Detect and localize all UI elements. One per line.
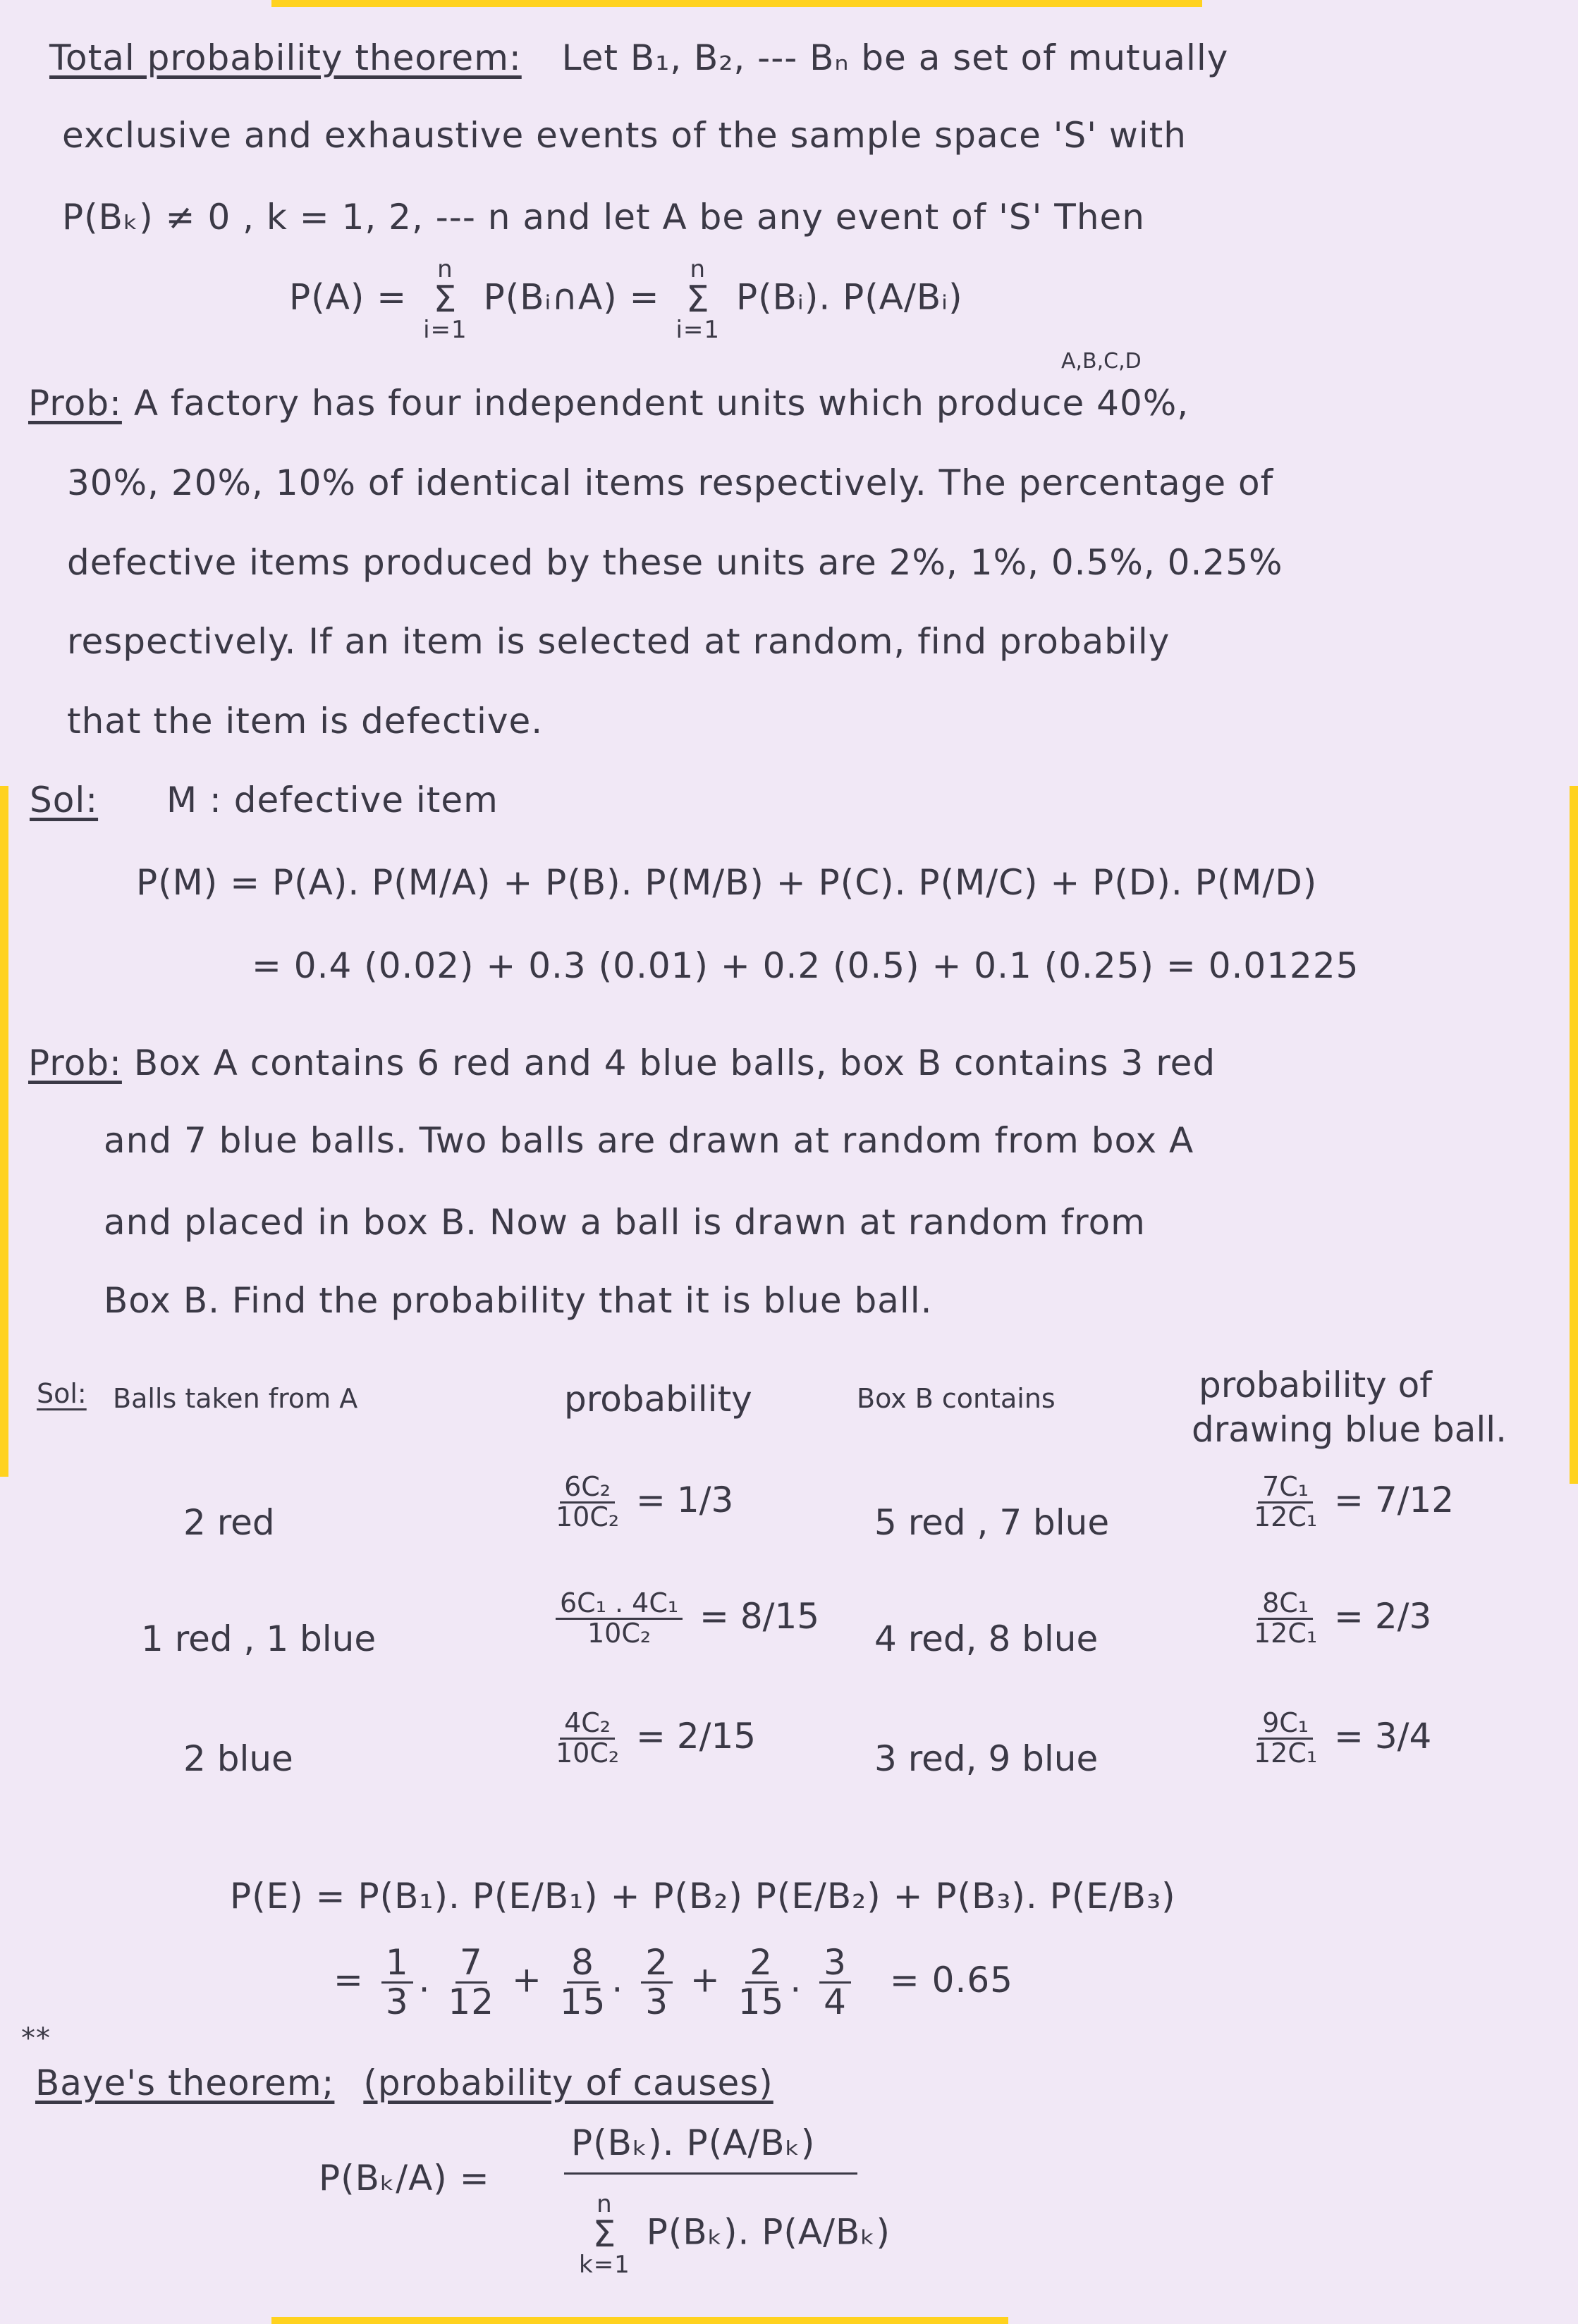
highlight-bar-bottom	[271, 2317, 1008, 2324]
box-b-contents: 3 red, 9 blue	[874, 1738, 1099, 1779]
theorem-title: Total probability theorem:	[49, 37, 522, 78]
prob-label: Prob:	[28, 1043, 122, 1083]
formula-mid: P(Bᵢ∩A) =	[483, 276, 660, 318]
problem-text: defective items produced by these units are 2%, 1%, 0.5%, 0.25%	[67, 542, 1283, 583]
fraction: $\frac{2}{3}$	[641, 1944, 673, 2020]
fraction: $\frac{1}{3}$	[381, 1944, 413, 2020]
table-header: probability	[564, 1379, 752, 1420]
table-header: Box B contains	[857, 1383, 1056, 1414]
problem-text: respectively. If an item is selected at random, find probabily	[67, 621, 1170, 662]
highlight-bar-right	[1570, 786, 1578, 1484]
prob-label: Prob:	[28, 383, 122, 424]
summation: n Σ i=1	[675, 255, 721, 344]
probability-cell: $\frac{\text{4C₂}}{\text{10C₂}}$ = 2/15	[556, 1707, 757, 1769]
sol-label: Sol:	[30, 780, 99, 820]
pe-formula: P(E) = P(B₁). P(E/B₁) + P(B₂) P(E/B₂) + P(B₃). P(E/B₃)	[230, 1876, 1176, 1917]
problem-text: 30%, 20%, 10% of identical items respectively. The percentage of	[67, 462, 1274, 503]
problem-text: and 7 blue balls. Two balls are drawn at random from box A	[104, 1120, 1194, 1161]
blue-probability-cell: $\frac{\text{8C₁}}{\text{12C₁}}$ = 2/3	[1254, 1587, 1432, 1649]
bayes-heading	[35, 2062, 773, 2104]
theorem-formula	[289, 257, 963, 342]
solution-text: M : defective item	[166, 780, 499, 820]
formula-lhs: P(A) =	[289, 276, 408, 318]
bayes-lhs: P(Bₖ/A) =	[319, 2158, 490, 2199]
fraction: $\frac{8}{15}$	[559, 1942, 606, 2022]
blue-probability-cell: $\frac{\text{9C₁}}{\text{12C₁}}$ = 3/4	[1254, 1707, 1432, 1769]
problem-text: A factory has four independent units which produce 40%,	[133, 383, 1189, 424]
table-header: probability of	[1199, 1365, 1432, 1406]
theorem-text: exclusive and exhaustive events of the sample space 'S' with	[62, 115, 1187, 156]
balls-taken: 1 red , 1 blue	[141, 1618, 377, 1659]
units-annotation: A,B,C,D	[1061, 349, 1142, 374]
blue-probability-cell: $\frac{\text{7C₁}}{\text{12C₁}}$ = 7/12	[1254, 1471, 1455, 1532]
table-header: Balls taken from A	[113, 1383, 358, 1414]
problem1-line	[28, 382, 1189, 424]
formula-rhs: P(Bᵢ). P(A/Bᵢ)	[735, 276, 963, 318]
pe-result: = 0.65	[889, 1959, 1013, 2000]
importance-stars: **	[21, 2022, 51, 2055]
sol-label: Sol:	[37, 1378, 87, 1409]
bayes-title: Baye's theorem;	[35, 2062, 335, 2103]
balls-taken: 2 blue	[183, 1738, 293, 1779]
problem-text: and placed in box B. Now a ball is drawn at random from	[104, 1202, 1146, 1243]
problem-text: that the item is defective.	[67, 701, 544, 742]
probability-cell: $\frac{\text{6C₁ . 4C₁}}{\text{10C₂}}$ = 8/15	[550, 1590, 819, 1648]
solution-line	[30, 779, 499, 821]
theorem-text: P(Bₖ) ≠ 0 , k = 1, 2, --- n and let A be any event of 'S' Then	[62, 197, 1145, 238]
summation: n Σ i=1	[423, 255, 467, 344]
problem-text: Box B. Find the probability that it is blue ball.	[104, 1280, 933, 1321]
solution-text: P(M) = P(A). P(M/A) + P(B). P(M/B) + P(C). P(M/C) + P(D). P(M/D)	[136, 862, 1318, 903]
fraction: $\frac{3}{4}$	[819, 1944, 851, 2020]
table-header: drawing blue ball.	[1192, 1409, 1507, 1450]
box-b-contents: 4 red, 8 blue	[874, 1618, 1099, 1659]
bayes-numerator: P(Bₖ). P(A/Bₖ)	[564, 2122, 857, 2175]
pe-evaluation: = $\frac{1}{3}$ . $\frac{7}{12}$ + $\frac{8}{15}$ . $\frac{2}{3}$ + $\frac{2}{15}$ . $\frac{3}{4}$ = 0.65	[334, 1942, 1013, 2022]
highlight-bar-top	[271, 0, 1202, 7]
theorem-text: Let B₁, B₂, --- Bₙ be a set of mutually	[561, 37, 1229, 78]
fraction: $\frac{2}{15}$	[738, 1942, 785, 2022]
highlight-bar-left	[0, 786, 8, 1477]
fraction: $\frac{7}{12}$	[448, 1942, 495, 2022]
theorem-heading-line	[49, 37, 1228, 79]
bayes-subtitle: (probability of causes)	[363, 2062, 773, 2103]
probability-cell: $\frac{\text{6C₂}}{\text{10C₂}}$ = 1/3	[556, 1471, 734, 1532]
balls-taken: 2 red	[183, 1502, 275, 1543]
bayes-denominator: n Σ k=1 P(Bₖ). P(A/Bₖ)	[579, 2190, 891, 2279]
solution-text: = 0.4 (0.02) + 0.3 (0.01) + 0.2 (0.5) + 0.1 (0.25) = 0.01225	[252, 945, 1359, 986]
box-b-contents: 5 red , 7 blue	[874, 1502, 1110, 1543]
summation: n Σ k=1	[579, 2190, 630, 2279]
problem-text: Box A contains 6 red and 4 blue balls, box B contains 3 red	[133, 1043, 1216, 1083]
problem2-line	[28, 1042, 1216, 1084]
